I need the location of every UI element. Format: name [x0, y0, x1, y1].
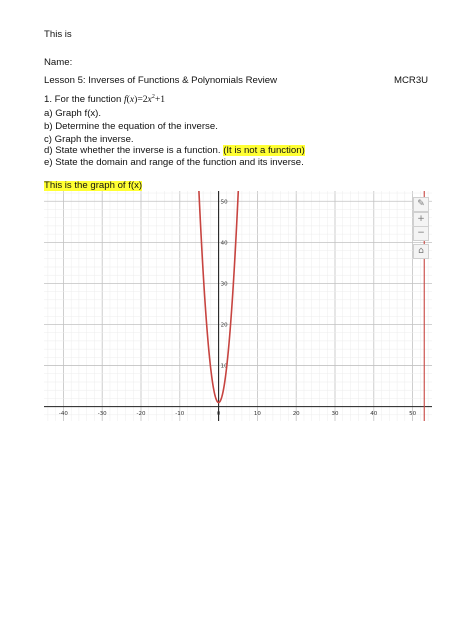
this-is-label: This is [44, 29, 72, 40]
graph-settings-button[interactable] [413, 197, 429, 212]
function-open: ( [126, 94, 130, 105]
x-tick-label: 10 [253, 411, 261, 418]
name-label: Name: [44, 57, 73, 68]
function-exponent: 2 [151, 94, 155, 100]
zoom-out-icon: − [417, 228, 425, 238]
part-d-answer: (It is not a function) [223, 145, 305, 156]
question-intro: 1. For the function [44, 94, 122, 105]
question-1 [44, 95, 165, 105]
y-tick-label: 50 [220, 199, 228, 206]
lesson-title: Lesson 5: Inverses of Functions & Polynomials Review [44, 75, 278, 86]
x-tick-label: -30 [97, 411, 107, 418]
x-tick-label: 50 [409, 411, 417, 418]
x-tick-label: 40 [370, 411, 378, 418]
function-x2: x [147, 94, 152, 105]
part-c: c) Graph the inverse. [44, 134, 134, 145]
y-tick-label: 40 [220, 240, 228, 247]
part-e: e) State the domain and range of the function and its inverse. [44, 157, 304, 168]
function-expression [124, 94, 165, 105]
graph-caption: This is the graph of f(x) [44, 180, 143, 191]
x-tick-label: -20 [136, 411, 146, 418]
zoom-in-icon: + [417, 214, 425, 224]
x-tick-label: 30 [331, 411, 339, 418]
part-d [44, 146, 305, 156]
function-x: x [129, 94, 135, 105]
x-tick-label: -10 [175, 411, 185, 418]
x-tick-label: -40 [58, 411, 68, 418]
home-view-button[interactable] [413, 244, 429, 259]
course-code: MCR3U [394, 75, 429, 86]
x-tick-label: 20 [292, 411, 300, 418]
y-tick-label: 10 [220, 363, 228, 370]
wrench-icon: ✎ [417, 199, 425, 209]
function-tail: +1 [154, 94, 166, 105]
function-graph[interactable] [44, 191, 432, 421]
function-f: f [124, 94, 127, 105]
zoom-in-button[interactable] [413, 212, 429, 227]
part-a: a) Graph f(x). [44, 108, 102, 119]
zoom-out-button[interactable] [413, 226, 429, 241]
function-mid: )=2 [134, 94, 148, 105]
graph-canvas[interactable] [44, 191, 432, 421]
part-b: b) Determine the equation of the inverse. [44, 121, 218, 132]
home-icon: ⌂ [418, 246, 424, 256]
y-tick-label: 20 [220, 322, 228, 329]
x-tick-label: 0 [216, 411, 221, 418]
y-tick-label: 30 [220, 281, 228, 288]
part-d-question: d) State whether the inverse is a function. [44, 145, 221, 156]
